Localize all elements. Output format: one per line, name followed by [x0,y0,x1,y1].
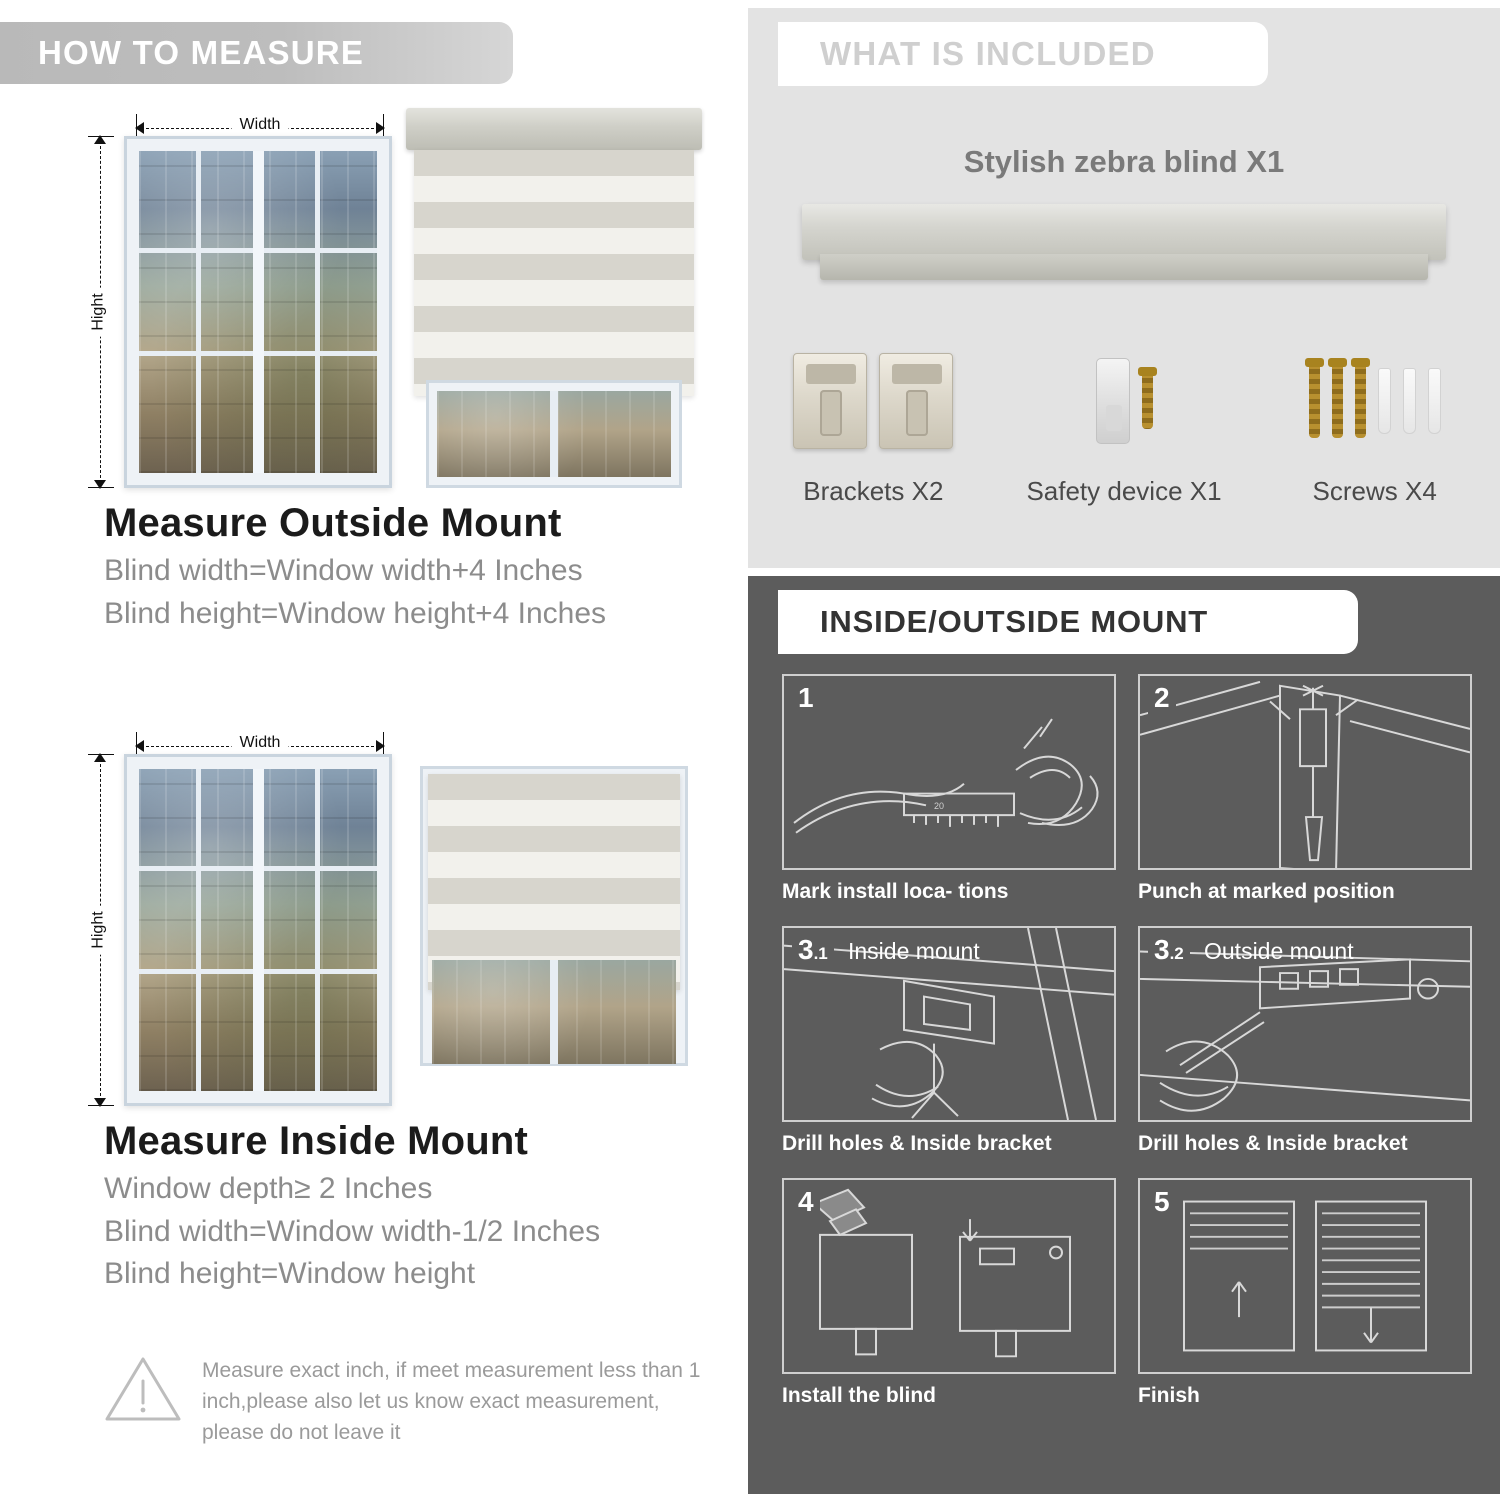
part-label: Brackets X2 [803,476,944,506]
step-number: 3.1 [792,934,834,966]
inside-outside-mount-banner: INSIDE/OUTSIDE MOUNT [778,590,1358,654]
window-below-blind [432,960,676,1064]
outside-width-dimension [136,118,384,138]
right-column [748,0,1500,1500]
brackets-icon [748,338,999,464]
measure-warning-note [104,1355,704,1448]
step-3-1 [782,926,1116,1156]
step-2 [1138,674,1472,904]
outside-mount-rule-2: Blind height=Window height+4 Inches [104,596,607,630]
hand-tape-measure-icon [784,676,1114,868]
drill-icon [1140,676,1470,868]
step-illustration [782,1178,1116,1374]
outside-mount-title: Measure Outside Mount [104,501,562,545]
step-illustration [1138,1178,1472,1374]
step-number: 1 [792,682,820,714]
blind-headrail [406,108,702,150]
step-number: 3.2 [1148,934,1190,966]
step-caption: Drill holes & Inside bracket [782,1132,1052,1155]
step-caption: Drill holes & Inside bracket [1138,1132,1408,1155]
outside-height-label: Hight [90,287,108,336]
step-illustration [1138,674,1472,870]
inside-outside-mount-panel [748,576,1500,1494]
part-screws [1249,338,1500,507]
step-5 [1138,1178,1472,1408]
installation-steps [782,674,1472,1408]
inside-height-dimension [90,754,110,1106]
inside-mount-rule-2: Blind width=Window width-1/2 Inches [104,1214,601,1248]
window-below-blind [426,380,682,488]
step-4 [782,1178,1116,1408]
how-to-measure-banner: HOW TO MEASURE [0,22,513,84]
part-safety-device [999,338,1250,507]
window-illustration [124,136,392,488]
outside-mount-figure [28,100,728,495]
step-number: 5 [1148,1186,1176,1218]
product-title: Stylish zebra blind X1 [963,144,1285,179]
how-to-measure-column [0,0,745,1500]
step-inline-label: Inside mount [848,938,980,964]
step-number: 2 [1148,682,1176,714]
step-illustration [782,926,1116,1122]
zebra-fabric [414,150,694,396]
included-parts-row [748,338,1500,507]
outside-width-label: Width [232,116,289,134]
step-1 [782,674,1116,904]
part-brackets [748,338,999,507]
step-illustration [782,674,1116,870]
inside-mount-rule-1: Window depth≥ 2 Inches [104,1172,433,1205]
outside-mount-rule-1: Blind width=Window width+4 Inches [104,554,583,587]
window-glass [139,769,377,1091]
part-label: Screws X4 [1312,476,1437,506]
step-caption: Punch at marked position [1138,880,1395,903]
step-caption: Finish [1138,1384,1200,1407]
svg-text:20: 20 [934,801,944,812]
step-caption: Mark install loca- tions [782,880,1009,903]
step-caption: Install the blind [782,1384,937,1407]
step-number: 4 [792,1186,820,1218]
warning-icon [104,1355,182,1423]
what-is-included-banner: WHAT IS INCLUDED [778,22,1268,86]
inside-mount-rule-3: Blind height=Window height [104,1257,476,1291]
what-is-included-panel [748,8,1500,568]
window-illustration [124,754,392,1106]
window-glass [139,151,377,473]
inside-width-dimension [136,736,384,756]
finished-blinds-icon [1140,1180,1470,1372]
safety-device-icon [999,338,1250,464]
blind-outside-mount-illustration [406,108,702,488]
outside-mount-block [0,100,745,635]
screws-icon [1249,338,1500,464]
inside-mount-title: Measure Inside Mount [104,1119,529,1163]
blind-inside-mount-illustration [406,726,702,1106]
inside-mount-figure [28,718,728,1113]
part-label: Safety device X1 [1026,476,1222,506]
step-inline-label: Outside mount [1204,938,1354,964]
step-3-2 [1138,926,1472,1156]
zebra-fabric [428,774,680,990]
measure-warning-text: Measure exact inch, if meet measurement less than 1 inch,please also let us know exact measurement, please do not leave it [202,1359,701,1445]
outside-height-dimension [90,136,110,488]
step-illustration [1138,926,1472,1122]
inside-mount-block [0,718,745,1296]
install-blind-icon [784,1180,1114,1372]
inside-height-label: Hight [90,905,108,954]
zebra-blind-headrail-illustration [802,204,1446,284]
inside-width-label: Width [232,734,289,752]
